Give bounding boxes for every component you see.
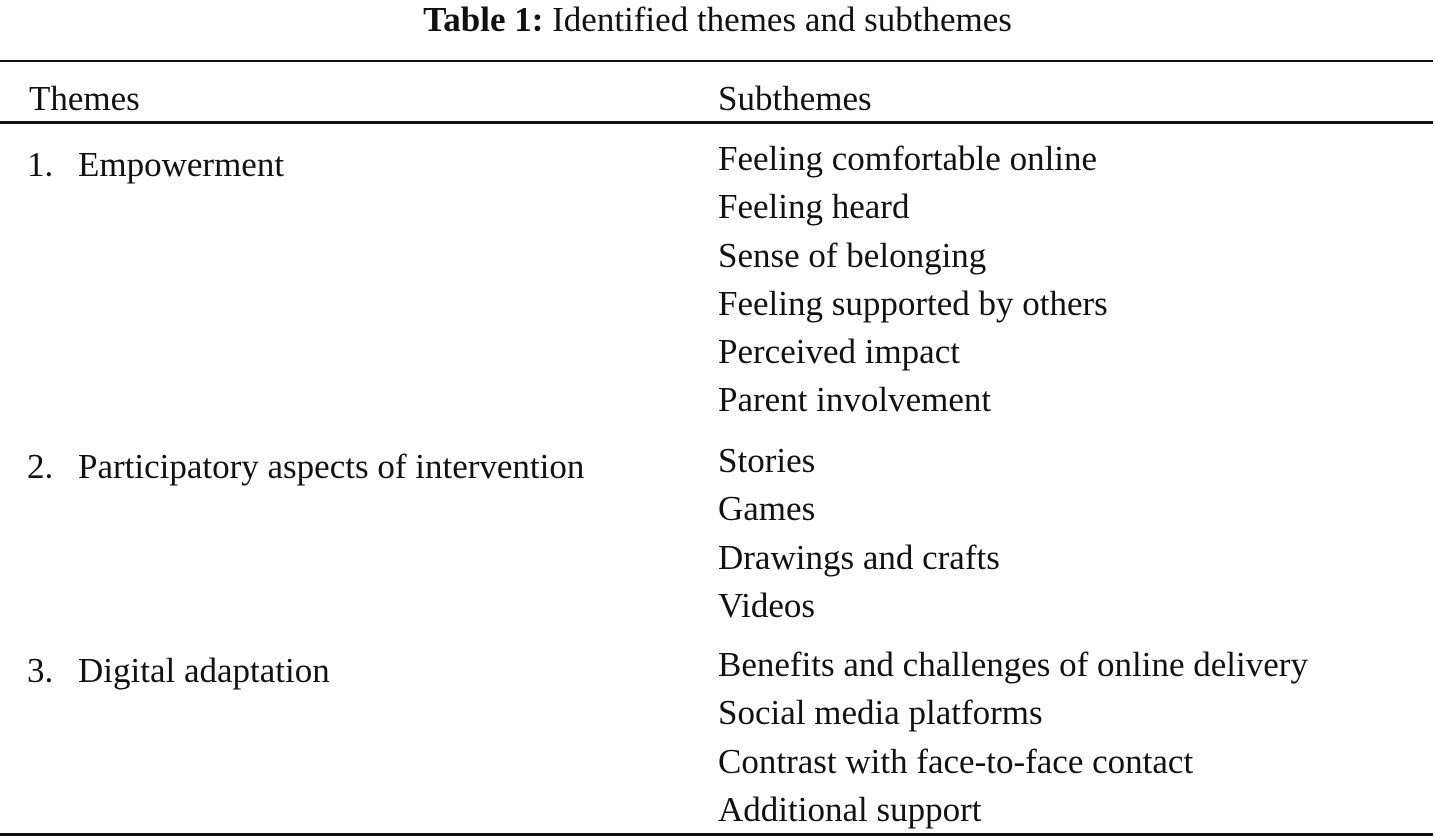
table-header-rule xyxy=(0,121,1433,124)
subtheme-item: Feeling heard xyxy=(718,187,910,227)
subtheme-item: Feeling supported by others xyxy=(718,283,1108,323)
subtheme-item: Sense of belonging xyxy=(718,235,987,275)
subtheme-list xyxy=(718,437,1000,630)
subtheme-item: Drawings and crafts xyxy=(718,537,1000,577)
theme-number: 2. xyxy=(27,447,54,486)
subtheme-item: Videos xyxy=(718,585,816,625)
subtheme-item: Feeling comfortable online xyxy=(718,139,1098,178)
table-caption-text: Identified themes and subthemes xyxy=(552,0,1012,39)
subtheme-list xyxy=(718,641,1308,834)
table-top-rule xyxy=(0,60,1433,62)
subtheme-item: Additional support xyxy=(718,789,982,829)
subtheme-item: Games xyxy=(718,489,816,529)
theme-name: Empowerment xyxy=(78,145,285,184)
subtheme-item: Parent involvement xyxy=(718,380,992,420)
table-caption xyxy=(0,0,1435,40)
theme-cell xyxy=(27,443,584,491)
theme-number: 3. xyxy=(27,651,54,690)
theme-name: Participatory aspects of intervention xyxy=(78,447,585,486)
subtheme-item: Social media platforms xyxy=(718,693,1043,733)
theme-cell xyxy=(27,141,284,189)
subtheme-item: Stories xyxy=(718,441,816,480)
table-bottom-rule xyxy=(0,833,1433,836)
subtheme-item: Benefits and challenges of online delivery xyxy=(718,645,1308,684)
table-caption-label: Table 1: xyxy=(423,0,544,39)
column-header-themes: Themes xyxy=(29,79,140,118)
theme-name: Digital adaptation xyxy=(78,651,330,690)
theme-number: 1. xyxy=(27,145,54,184)
theme-cell xyxy=(27,647,330,695)
column-header-subthemes: Subthemes xyxy=(718,79,872,118)
subtheme-list xyxy=(718,135,1108,425)
subtheme-item: Perceived impact xyxy=(718,332,960,372)
subtheme-item: Contrast with face-to-face contact xyxy=(718,741,1194,781)
